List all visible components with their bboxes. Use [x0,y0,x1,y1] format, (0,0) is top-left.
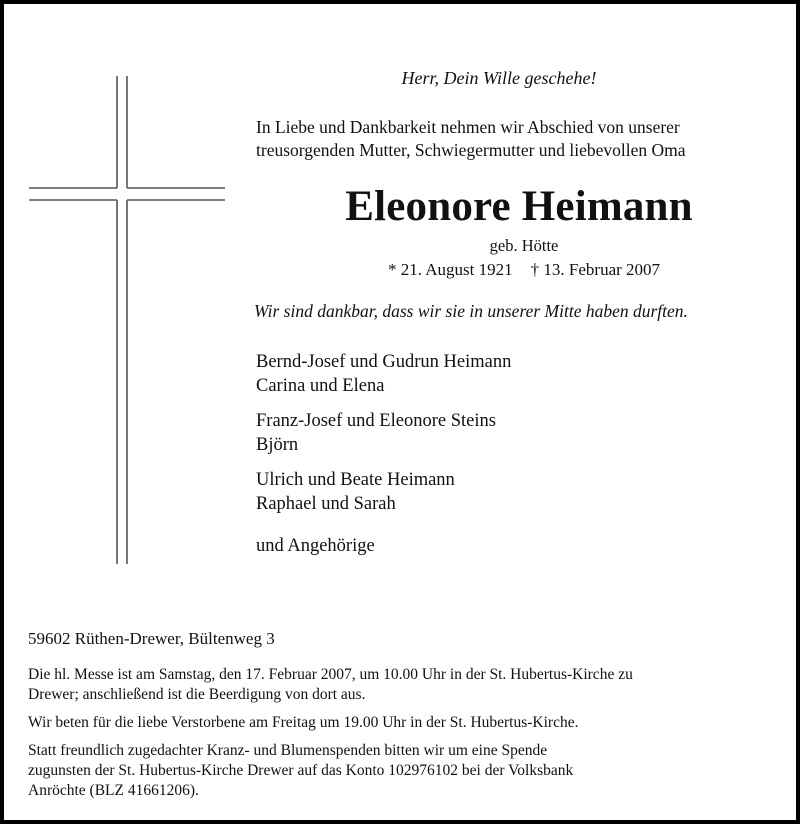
family-group [256,468,511,516]
family-line: Bernd-Josef und Gudrun Heimann [256,352,512,372]
detail-line: Anröchte (BLZ 41661206). [28,782,199,799]
family-group [256,350,511,398]
life-dates [344,260,704,280]
family-line: Raphael und Sarah [256,494,396,514]
detail-line: Die hl. Messe ist am Samstag, den 17. Februar 2007, um 10.00 Uhr in der St. Hubertus-Kirche zu [28,666,633,683]
detail-line: Wir beten für die liebe Verstorbene am Freitag um 19.00 Uhr in der St. Hubertus-Kirche. [28,714,579,731]
family-line: Ulrich und Beate Heimann [256,470,455,490]
detail-line: zugunsten der St. Hubertus-Kirche Drewer auf das Konto 102976102 bei der Volksbank [28,762,574,779]
gratitude-line: Wir sind dankbar, dass wir sie in unserer Mitte haben durften. [254,301,688,321]
family-line: Björn [256,435,299,455]
detail-paragraph [28,665,788,705]
detail-paragraph [28,713,788,733]
family-line: Carina und Elena [256,376,385,396]
maiden-name: geb. Hötte [489,236,559,255]
cross-icon [29,76,225,564]
detail-line: Drewer; anschließend ist die Beerdigung von dort aus. [28,686,366,703]
death-date: † 13. Februar 2007 [530,260,661,279]
address: 59602 Rüthen-Drewer, Bültenweg 3 [28,629,275,648]
relatives-line: und Angehörige [256,536,375,556]
intro-text [256,116,686,162]
motto: Herr, Dein Wille geschehe! [401,68,597,88]
birth-date: * 21. August 1921 [387,260,513,279]
detail-line: Statt freundlich zugedachter Kranz- und Blumenspenden bitten wir um eine Spende [28,742,548,759]
service-details [28,665,788,809]
detail-paragraph [28,741,788,801]
family-group [256,409,511,457]
intro-line: In Liebe und Dankbarkeit nehmen wir Abschied von unserer [256,117,680,137]
intro-line: treusorgenden Mutter, Schwiegermutter und liebevollen Oma [256,140,686,160]
deceased-name: Eleonore Heimann [345,183,693,230]
family-line: Franz-Josef und Eleonore Steins [256,411,496,431]
family-list [256,350,511,527]
